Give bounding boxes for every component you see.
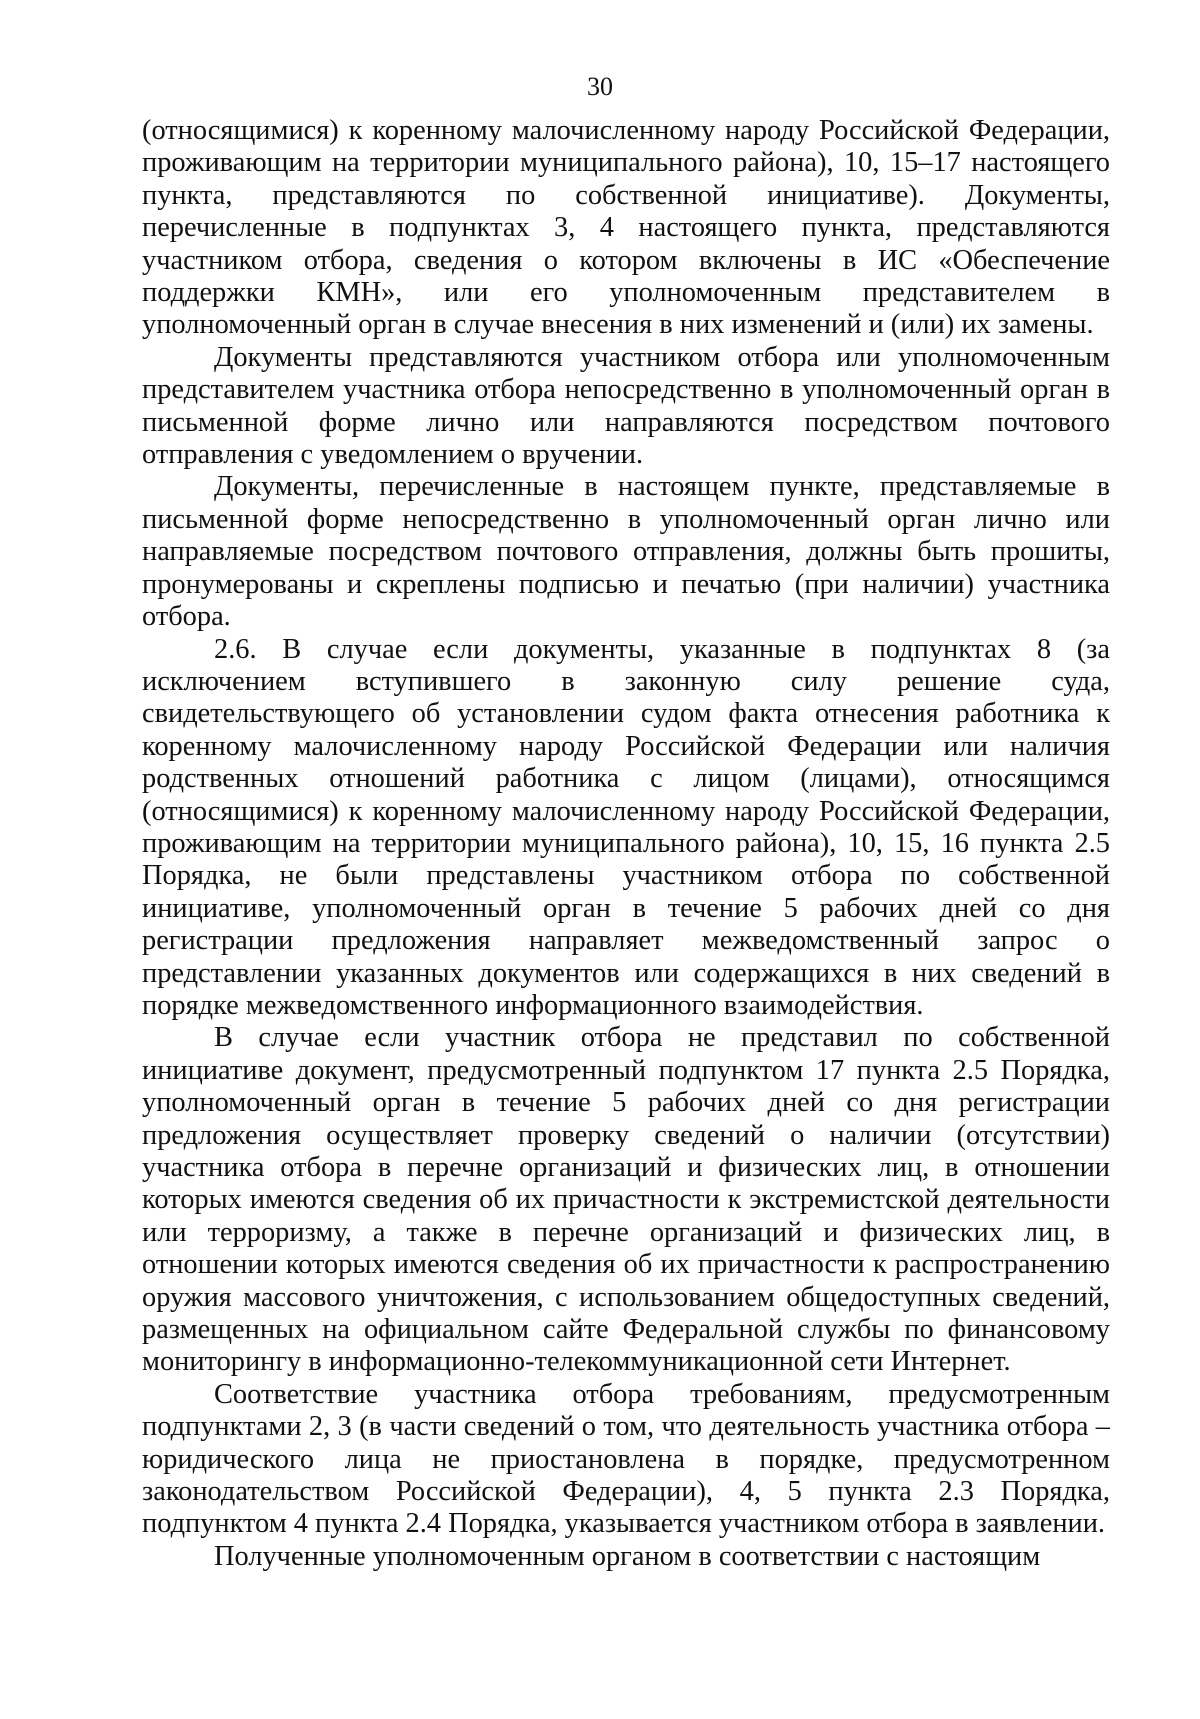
paragraph-continuation: (относящимися) к коренному малочисленному народу Российской Федерации, проживающим на территории муниципального района), 10, 15–17 настоящего пункта, представляются по собственной инициативе). Документы, перечисленные в подпунктах 3, 4 настоящего пункта, представляются участником отбора, сведения о котором включены в ИС «Обеспечение поддержки КМН», или его уполномоченным представителем в уполномоченный орган в случае внесения в них изменений и (или) их замены. <box>142 115 1110 341</box>
paragraph-requirements-compliance: Соответствие участника отбора требованиям, предусмотренным подпунктами 2, 3 (в части сведений о том, что деятельность участника отбора – юридического лица не приостановлена в порядке, предусмотренном законодательством Российской Федерации), 4, 5 пункта 2.3 Порядка, подпунктом 4 пункта 2.4 Порядка, указывается участником отбора в заявлении. <box>142 1378 1110 1540</box>
paragraph-extremism-check: В случае если участник отбора не представил по собственной инициативе документ, предусмотренный подпунктом 17 пункта 2.5 Порядка, уполномоченный орган в течение 5 рабочих дней со дня регистрации предложения осуществляет проверку сведений о наличии (отсутствии) участника отбора в перечне организаций и физических лиц, в отношении которых имеются сведения об их причастности к экстремистской деятельности или терроризму, а также в перечне организаций и физических лиц, в отношении которых имеются сведения об их причастности к распространению оружия массового уничтожения, с использованием общедоступных сведений, размещенных на официальном сайте Федеральной службы по финансовому мониторингу в информационно-телекоммуникационной сети Интернет. <box>142 1022 1110 1378</box>
paragraph-submission-method: Документы представляются участником отбора или уполномоченным представителем участника отбора непосредственно в уполномоченный орган в письменной форме лично или направляются посредством почтового отправления с уведомлением о вручении. <box>142 341 1110 471</box>
paragraph-document-binding: Документы, перечисленные в настоящем пункте, представляемые в письменной форме непосредственно в уполномоченный орган лично или направляемые посредством почтового отправления, должны быть прошиты, пронумерованы и скреплены подписью и печатью (при наличии) участника отбора. <box>142 471 1110 633</box>
page-number: 30 <box>587 72 613 101</box>
paragraph-received-documents: Полученные уполномоченным органом в соответствии с настоящим <box>214 1540 1041 1572</box>
paragraph-section-2-6: 2.6. В случае если документы, указанные в подпунктах 8 (за исключением вступившего в законную силу решение суда, свидетельствующего об установлении судом факта отнесения работника к коренному малочисленному народу Российской Федерации или наличия родственных отношений работника с лицом (лицами), относящимся (относящимися) к коренному малочисленному народу Российской Федерации, проживающим на территории муниципального района), 10, 15, 16 пункта 2.5 Порядка, не были представлены участником отбора по собственной инициативе, уполномоченный орган в течение 5 рабочих дней со дня регистрации предложения направляет межведомственный запрос о представлении указанных документов или содержащихся в них сведений в порядке межведомственного информационного взаимодействия. <box>142 633 1110 1021</box>
document-body <box>142 115 1110 1573</box>
